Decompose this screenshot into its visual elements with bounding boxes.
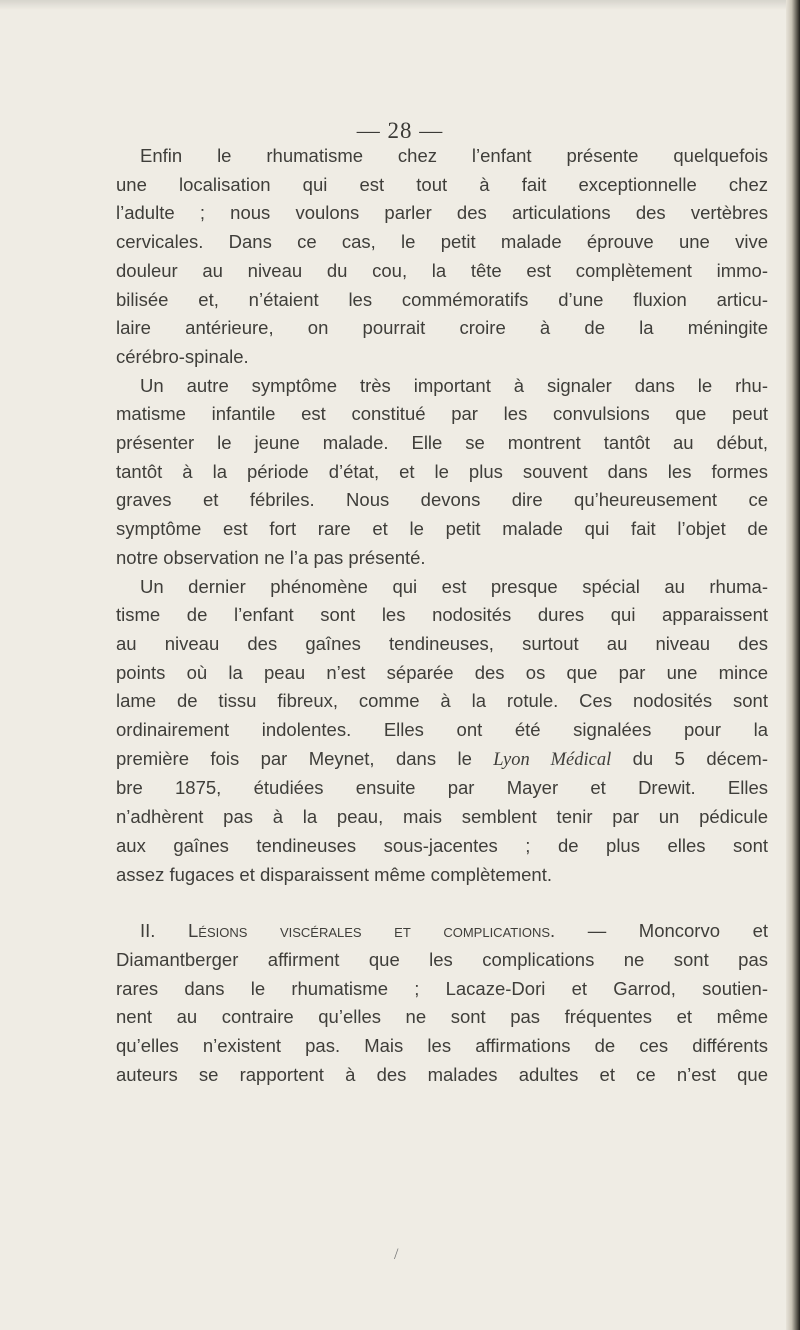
section-2 — [116, 917, 768, 1089]
text-line: n’adhèrent pas à la peau, mais semblent tenir par un pédicule — [116, 806, 768, 828]
page-top-shadow — [0, 0, 800, 10]
paragraph-2 — [116, 372, 768, 573]
text-line: l’adulte ; nous voulons parler des articulations des vertèbres — [116, 202, 768, 224]
paragraph-3 — [116, 573, 768, 890]
text-line: Un dernier phénomène qui est presque spécial au rhuma- — [140, 575, 768, 597]
text-line: lame de tissu fibreux, comme à la rotule. Ces nodosités sont — [116, 690, 768, 712]
text-line: Un autre symptôme très important à signaler dans le rhu- — [140, 374, 768, 396]
text-line: qu’elles n’existent pas. Mais les affirmations de ces différents — [116, 1035, 768, 1057]
text-line: tisme de l’enfant sont les nodosités dures qui apparaissent — [116, 604, 768, 626]
section-numeral: II. — [140, 920, 188, 942]
text-line: bilisée et, n’étaient les commémoratifs d’une fluxion articu- — [116, 288, 768, 310]
page-number: — 28 — — [356, 118, 444, 143]
text-segment: première fois par Meynet, dans le — [116, 747, 494, 769]
journal-title: Lyon Médical — [493, 749, 612, 770]
text-line: cervicales. Dans ce cas, le petit malade éprouve une vive — [116, 231, 768, 253]
text-line: bre 1875, étudiées ensuite par Mayer et Drewit. Elles — [116, 777, 768, 799]
text-line: aux gaînes tendineuses sous-jacentes ; de plus elles sont — [116, 834, 768, 856]
body-text — [116, 142, 768, 1090]
text-line: symptôme est fort rare et le petit malade qui fait l’objet de — [116, 518, 768, 540]
text-line: auteurs se rapportent à des malades adultes et ce n’est que — [116, 1063, 768, 1085]
text-line: ordinairement indolentes. Elles ont été signalées pour la — [116, 719, 768, 741]
text-line: graves et fébriles. Nous devons dire qu’heureusement ce — [116, 489, 768, 511]
text-line — [116, 745, 768, 775]
text-line: matisme infantile est constitué par les convulsions que peut — [116, 403, 768, 425]
text-line: Enfin le rhumatisme chez l’enfant présente quelquefois — [140, 145, 768, 166]
text-line: laire antérieure, on pourrait croire à de la méningite — [116, 317, 768, 339]
text-line: cérébro-spinale. — [116, 345, 249, 367]
text-line: tantôt à la période d’état, et le plus souvent dans les formes — [116, 460, 768, 482]
page-binding-edge — [786, 0, 800, 1330]
section-heading: Lésions viscérales et complications. — [187, 920, 556, 942]
text-line: notre observation ne l’a pas présenté. — [116, 546, 426, 568]
stray-ink-mark: / — [394, 1246, 399, 1263]
text-line: nent au contraire qu’elles ne sont pas fréquentes et même — [116, 1006, 768, 1028]
text-line: une localisation qui est tout à fait exceptionnelle chez — [116, 173, 768, 195]
text-segment: — Moncorvo et — [555, 920, 769, 942]
text-line: présenter le jeune malade. Elle se montrent tantôt au début, — [116, 432, 768, 454]
text-segment: du 5 décem- — [611, 747, 769, 769]
text-line: Diamantberger affirment que les complications ne sont pas — [116, 948, 768, 970]
text-line: rares dans le rhumatisme ; Lacaze-Dori et Garrod, soutien- — [116, 977, 768, 999]
text-line: au niveau des gaînes tendineuses, surtout au niveau des — [116, 632, 768, 654]
paragraph-1 — [116, 142, 768, 372]
section-spacer — [116, 889, 768, 917]
text-line — [116, 917, 768, 946]
text-line: assez fugaces et disparaissent même complètement. — [116, 863, 552, 885]
text-line: douleur au niveau du cou, la tête est complètement immo- — [116, 259, 768, 281]
text-line: points où la peau n’est séparée des os que par une mince — [116, 661, 768, 683]
